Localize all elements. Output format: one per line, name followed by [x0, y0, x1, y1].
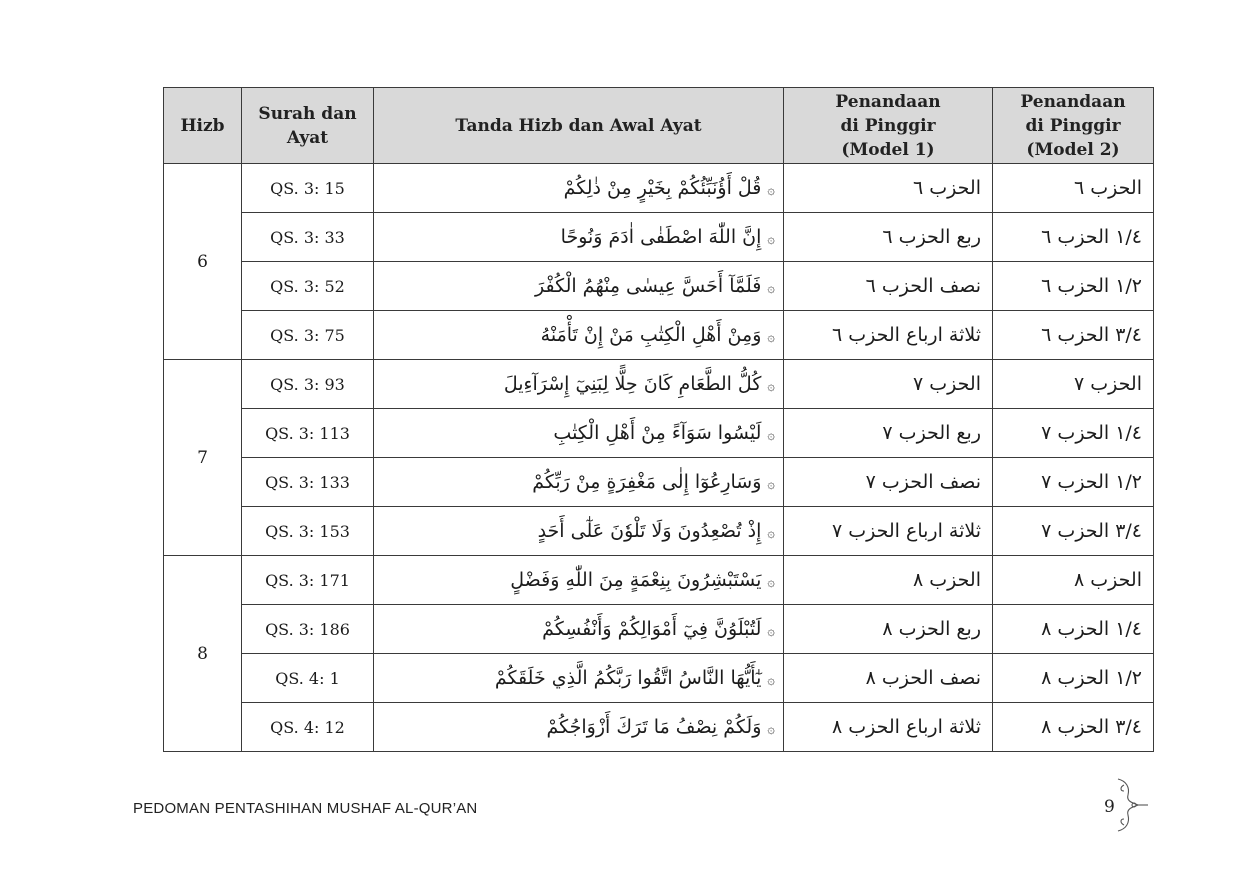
table-row — [164, 507, 1154, 556]
ayat-text: وَلَكُمْ نِصْفُ مَا تَرَكَ أَزْوَاجُكُمْ — [546, 716, 762, 738]
table-row — [164, 605, 1154, 654]
awal-ayat-cell — [374, 164, 784, 213]
model-2-marker-cell: الحزب ٦ — [993, 164, 1154, 213]
model-1-marker-cell: نصف الحزب ٨ — [784, 654, 993, 703]
page-number: 9 — [1104, 797, 1115, 817]
awal-ayat-cell — [374, 409, 784, 458]
surah-ayat-cell: QS. 3: 15 — [242, 164, 374, 213]
model-2-marker-cell: ١/٢ الحزب ٧ — [993, 458, 1154, 507]
awal-ayat-cell — [374, 360, 784, 409]
table-row — [164, 458, 1154, 507]
surah-ayat-cell: QS. 3: 113 — [242, 409, 374, 458]
col-header-hizb: Hizb — [164, 88, 242, 164]
rub-el-hizb-icon: ۞ — [767, 673, 775, 688]
model-2-marker-cell: ١/٤ الحزب ٧ — [993, 409, 1154, 458]
model-2-marker-cell: الحزب ٧ — [993, 360, 1154, 409]
awal-ayat-cell — [374, 213, 784, 262]
ayat-text: كُلُّ الطَّعَامِ كَانَ حِلًّا لِبَنِيٓ إِسْرَآءِيلَ — [503, 373, 762, 395]
ayat-text: وَسَارِعُوٓا إِلٰى مَغْفِرَةٍ مِنْ رَبِّكُمْ — [532, 471, 762, 493]
hizb-number-cell: 7 — [164, 360, 242, 556]
surah-ayat-cell: QS. 3: 133 — [242, 458, 374, 507]
rub-el-hizb-icon: ۞ — [767, 722, 775, 737]
model-2-marker-cell: ١/٤ الحزب ٦ — [993, 213, 1154, 262]
rub-el-hizb-icon: ۞ — [767, 330, 775, 345]
surah-ayat-cell: QS. 3: 52 — [242, 262, 374, 311]
ayat-text: يٰٓأَيُّهَا النَّاسُ اتَّقُوا رَبَّكُمُ الَّذِي خَلَقَكُمْ — [494, 667, 762, 689]
table-header-row — [164, 88, 1154, 164]
table-body — [164, 164, 1154, 752]
ayat-text: فَلَمَّآ أَحَسَّ عِيسٰى مِنْهُمُ الْكُفْرَ — [534, 275, 762, 297]
awal-ayat-cell — [374, 311, 784, 360]
rub-el-hizb-icon: ۞ — [767, 281, 775, 296]
table-row — [164, 311, 1154, 360]
surah-ayat-cell: QS. 3: 153 — [242, 507, 374, 556]
ayat-text: لَتُبْلَوُنَّ فِيٓ أَمْوَالِكُمْ وَأَنْفُسِكُمْ — [542, 618, 762, 640]
rub-el-hizb-icon: ۞ — [767, 379, 775, 394]
rub-el-hizb-icon: ۞ — [767, 428, 775, 443]
rub-el-hizb-icon: ۞ — [767, 477, 775, 492]
col-header-surah-ayat: Surah dan Ayat — [242, 88, 374, 164]
surah-ayat-cell: QS. 3: 75 — [242, 311, 374, 360]
model-2-marker-cell: ١/٢ الحزب ٨ — [993, 654, 1154, 703]
model-1-marker-cell: ربع الحزب ٧ — [784, 409, 993, 458]
rub-el-hizb-icon: ۞ — [767, 232, 775, 247]
ayat-text: قُلْ أَؤُنَبِّئُكُمْ بِخَيْرٍ مِنْ ذٰلِكُمْ — [563, 177, 762, 199]
model-1-marker-cell: ربع الحزب ٨ — [784, 605, 993, 654]
ayat-text: إِنَّ اللّٰهَ اصْطَفٰى اٰدَمَ وَنُوحًا — [560, 226, 762, 248]
awal-ayat-cell — [374, 458, 784, 507]
surah-ayat-cell: QS. 4: 12 — [242, 703, 374, 752]
table-row — [164, 262, 1154, 311]
col-header-model-1: Penandaan di Pinggir (Model 1) — [784, 88, 993, 164]
model-1-marker-cell: ثلاثة ارباع الحزب ٨ — [784, 703, 993, 752]
hizb-number-cell: 6 — [164, 164, 242, 360]
model-1-marker-cell: ثلاثة ارباع الحزب ٦ — [784, 311, 993, 360]
surah-ayat-cell: QS. 3: 171 — [242, 556, 374, 605]
rub-el-hizb-icon: ۞ — [767, 624, 775, 639]
hizb-table — [163, 87, 1154, 752]
awal-ayat-cell — [374, 507, 784, 556]
ayat-text: يَسْتَبْشِرُونَ بِنِعْمَةٍ مِنَ اللّٰهِ وَفَضْلٍ — [510, 569, 762, 591]
model-2-marker-cell: ٣/٤ الحزب ٨ — [993, 703, 1154, 752]
rub-el-hizb-icon: ۞ — [767, 183, 775, 198]
model-2-marker-cell: الحزب ٨ — [993, 556, 1154, 605]
awal-ayat-cell — [374, 703, 784, 752]
hizb-number-cell: 8 — [164, 556, 242, 752]
footer-title: PEDOMAN PENTASHIHAN MUSHAF AL-QUR’AN — [133, 800, 478, 817]
surah-ayat-cell: QS. 3: 93 — [242, 360, 374, 409]
model-1-marker-cell: ربع الحزب ٦ — [784, 213, 993, 262]
table-row — [164, 213, 1154, 262]
rub-el-hizb-icon: ۞ — [767, 526, 775, 541]
awal-ayat-cell — [374, 556, 784, 605]
corner-ornament-icon — [1112, 775, 1152, 835]
awal-ayat-cell — [374, 262, 784, 311]
awal-ayat-cell — [374, 654, 784, 703]
model-1-marker-cell: نصف الحزب ٧ — [784, 458, 993, 507]
table-row — [164, 409, 1154, 458]
surah-ayat-cell: QS. 4: 1 — [242, 654, 374, 703]
col-header-model-2: Penandaan di Pinggir (Model 2) — [993, 88, 1154, 164]
surah-ayat-cell: QS. 3: 33 — [242, 213, 374, 262]
model-1-marker-cell: الحزب ٨ — [784, 556, 993, 605]
table-row — [164, 654, 1154, 703]
ayat-text: إِذْ تُصْعِدُونَ وَلَا تَلْوٗنَ عَلٰٓى أَحَدٍ — [537, 520, 762, 542]
rub-el-hizb-icon: ۞ — [767, 575, 775, 590]
model-1-marker-cell: ثلاثة ارباع الحزب ٧ — [784, 507, 993, 556]
model-1-marker-cell: نصف الحزب ٦ — [784, 262, 993, 311]
model-1-marker-cell: الحزب ٧ — [784, 360, 993, 409]
table-row — [164, 164, 1154, 213]
table-row — [164, 556, 1154, 605]
surah-ayat-cell: QS. 3: 186 — [242, 605, 374, 654]
model-2-marker-cell: ٣/٤ الحزب ٦ — [993, 311, 1154, 360]
col-header-tanda-hizb: Tanda Hizb dan Awal Ayat — [374, 88, 784, 164]
table-row — [164, 703, 1154, 752]
model-2-marker-cell: ١/٤ الحزب ٨ — [993, 605, 1154, 654]
model-2-marker-cell: ٣/٤ الحزب ٧ — [993, 507, 1154, 556]
ayat-text: وَمِنْ أَهْلِ الْكِتٰبِ مَنْ إِنْ تَأْمَنْهُ — [540, 324, 762, 346]
ayat-text: لَيْسُوا سَوَآءً مِنْ أَهْلِ الْكِتٰبِ — [553, 422, 762, 444]
model-2-marker-cell: ١/٢ الحزب ٦ — [993, 262, 1154, 311]
awal-ayat-cell — [374, 605, 784, 654]
table-row — [164, 360, 1154, 409]
model-1-marker-cell: الحزب ٦ — [784, 164, 993, 213]
